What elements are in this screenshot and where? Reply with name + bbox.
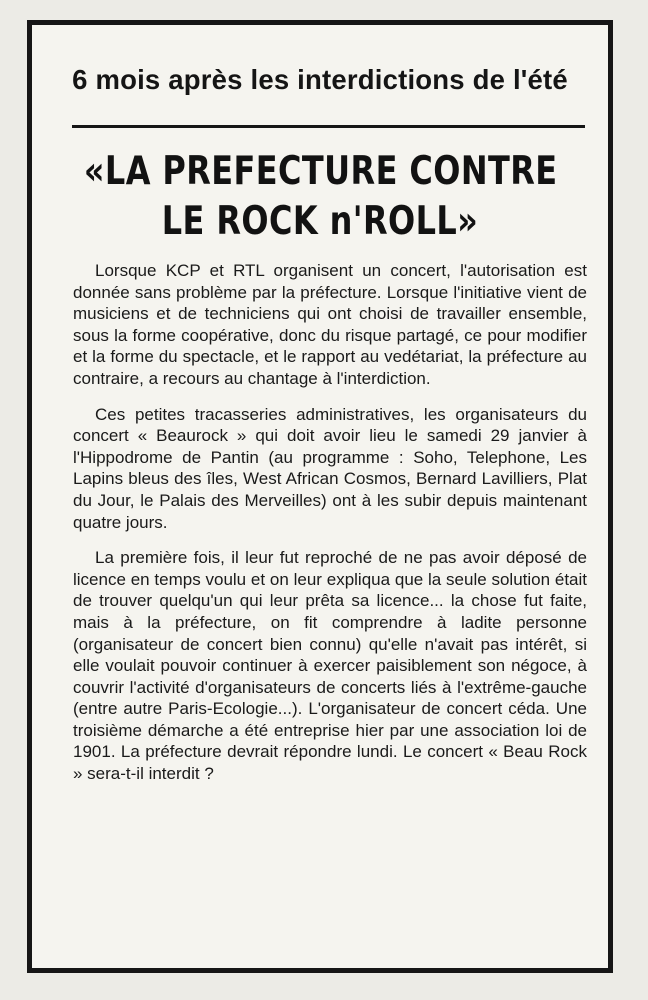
article-body xyxy=(73,260,587,799)
headline-line-1: «LA PREFECTURE CONTRE xyxy=(83,149,558,194)
article-frame xyxy=(27,20,613,973)
paragraph-1: Lorsque KCP et RTL organisent un concert, l'autorisation est donnée sans problème par la préfecture. Lorsque l'initiative vient de musiciens et de techniciens qui ont choisi de travailler ensemble, sous la forme coopérative, donc du risque partagé, ce pour modifier et la forme du spectacle, et le rapport au vedétariat, la préfecture au contraire, a recours au chantage à l'interdiction. xyxy=(73,261,587,388)
article-headline xyxy=(84,147,556,247)
kicker-headline: 6 mois après les interdictions de l'été xyxy=(72,64,568,95)
paragraph-2: Ces petites tracasseries administratives, les organisateurs du concert « Beaurock » qui doit avoir lieu le samedi 29 janvier à l'Hippodrome de Pantin (au programme : Soho, Telephone, Les Lapins bleus des îles, West African Cosmos, Bernard Lavilliers, Plat du Jour, le Palais des Merveilles) ont à les subir depuis maintenant quatre jours. xyxy=(73,404,587,532)
headline-line-2: LE ROCK n'ROLL» xyxy=(161,199,479,244)
paragraph-3: La première fois, il leur fut reproché de ne pas avoir déposé de licence en temps voulu et on leur expliqua que la seule solution était de trouver quelqu'un qui leur prêta sa licence... la chose fut faite, mais à la préfecture, on fit comprendre à ladite personne (organisateur de concert bien connu) qu'elle n'avait pas intérêt, si elle voulait pouvoir continuer à exercer paisiblement son négoce, à couvrir l'activité d'organisateurs de concerts liés à l'extrême-gauche (entre autre Paris-Ecologie...). L'organisateur de concert céda. Une troisième démarche a été entreprise hier par une association loi de 1901. La préfecture devrait répondre lundi. Le concert « Beau Rock » sera-t-il interdit ? xyxy=(73,548,587,784)
divider-rule xyxy=(72,125,585,128)
